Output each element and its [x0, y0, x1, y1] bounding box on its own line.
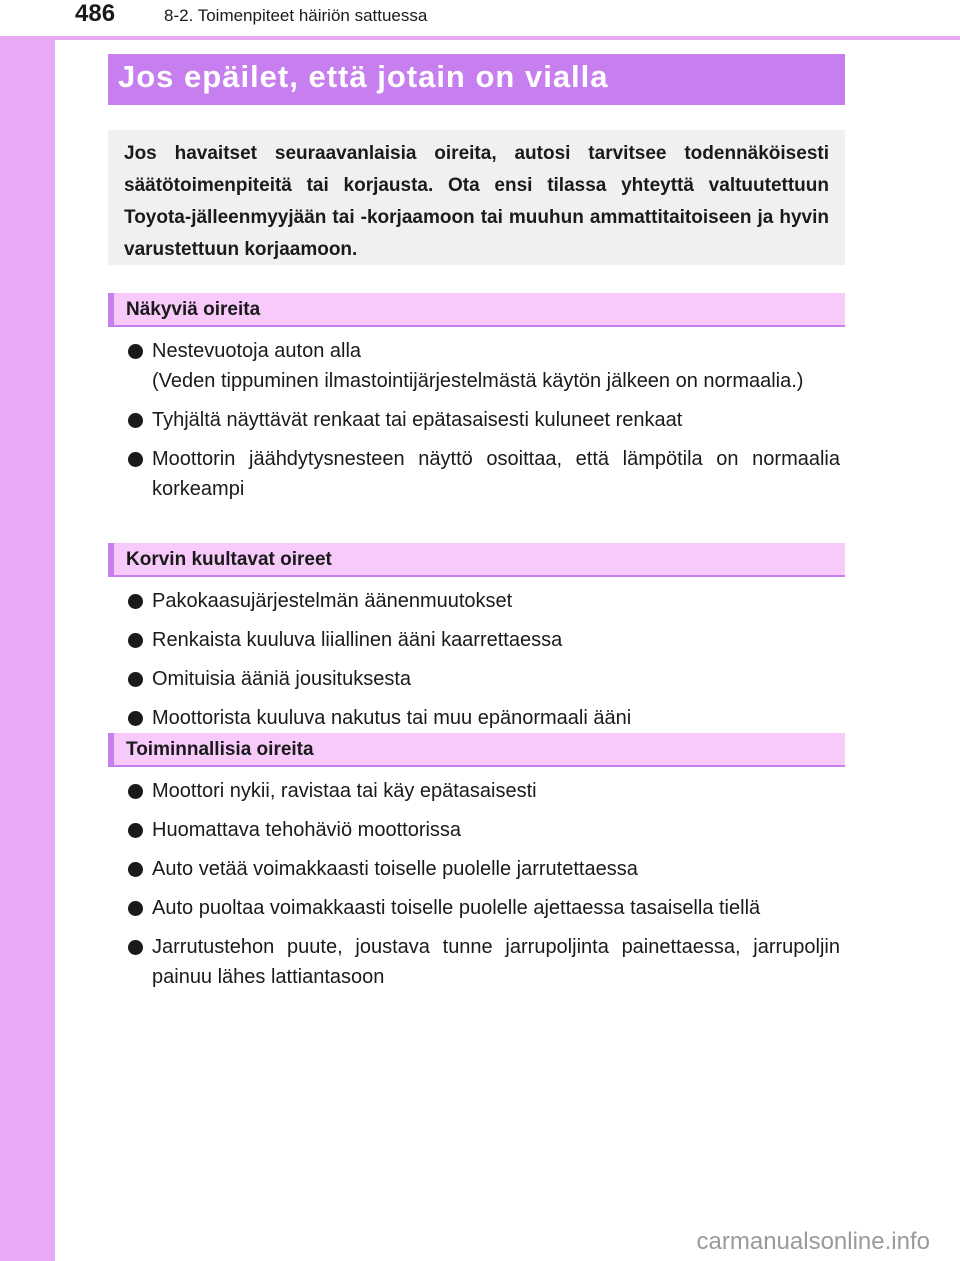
bullet-icon — [128, 452, 143, 467]
list-item — [128, 893, 840, 923]
bullet-list-visible — [128, 336, 840, 513]
bullet-list-audible — [128, 586, 840, 742]
bullet-icon — [128, 823, 143, 838]
list-item — [128, 932, 840, 992]
bullet-icon — [128, 862, 143, 877]
list-item-text: Auto vetää voimakkaasti toiselle puolelle jarrutettaessa — [152, 858, 638, 880]
running-head: 8-2. Toimenpiteet häiriön sattuessa — [164, 6, 428, 25]
list-item — [128, 625, 840, 655]
bullet-icon — [128, 594, 143, 609]
list-item-text: Jarrutustehon puute, joustava tunne jarrupoljinta painettaessa, jarrupoljin painuu lähes lattiantasoon — [152, 936, 840, 988]
bullet-icon — [128, 672, 143, 687]
bullet-icon — [128, 413, 143, 428]
header-rule — [0, 36, 960, 40]
bullet-icon — [128, 901, 143, 916]
list-item-text: Nestevuotoja auton alla — [152, 340, 362, 362]
intro-text: Jos havaitset seuraavanlaisia oireita, autosi tarvitsee todennäköisesti säätötoimenpiteitä tai korjausta. Ota ensi tilassa yhteyttä valtuutettuun Toyota-jälleenmyyjään tai -korjaamoon tai muuhun ammattitaitoiseen ja hyvin varustettuun korjaamoon. — [124, 143, 829, 260]
list-item-text: Tyhjältä näyttävät renkaat tai epätasaisesti kuluneet renkaat — [152, 409, 683, 431]
bullet-icon — [128, 633, 143, 648]
list-item-text: Pakokaasujärjestelmän äänenmuutokset — [152, 590, 513, 612]
list-item-text: Omituisia ääniä jousituksesta — [152, 668, 412, 690]
list-item-text: Renkaista kuuluva liiallinen ääni kaarrettaessa — [152, 629, 563, 651]
section-heading-bar — [108, 733, 114, 765]
list-item — [128, 776, 840, 806]
page-title: Jos epäilet, että jotain on vialla — [118, 59, 609, 94]
list-item — [128, 444, 840, 504]
bullet-icon — [128, 940, 143, 955]
section-heading-audible — [108, 543, 845, 577]
list-item-text: Huomattava tehohäviö moottorissa — [152, 819, 462, 841]
page-header — [0, 0, 960, 36]
list-item-text: Moottorin jäähdytysnesteen näyttö osoittaa, että lämpötila on normaalia korkeampi — [152, 448, 840, 500]
bullet-icon — [128, 711, 143, 726]
page-number: 486 — [75, 0, 116, 27]
page-title-banner — [108, 54, 845, 105]
list-item-text: Moottorista kuuluva nakutus tai muu epänormaali ääni — [152, 707, 632, 729]
list-item-text: Auto puoltaa voimakkaasti toiselle puolelle ajettaessa tasaisella tiellä — [152, 897, 761, 919]
watermark: carmanualsonline.info — [696, 1228, 930, 1255]
list-item — [128, 703, 840, 733]
section-heading-bar — [108, 293, 114, 325]
list-item-note: (Veden tippuminen ilmastointijärjestelmästä käytön jälkeen on normaalia.) — [152, 370, 804, 392]
intro-box — [108, 130, 845, 265]
section-heading-label: Korvin kuultavat oireet — [126, 549, 332, 570]
list-item — [128, 586, 840, 616]
section-heading-bar — [108, 543, 114, 575]
section-heading-visible — [108, 293, 845, 327]
list-item — [128, 405, 840, 435]
list-item-text: Moottori nykii, ravistaa tai käy epätasaisesti — [152, 780, 537, 802]
list-item — [128, 336, 840, 396]
section-heading-label: Toiminnallisia oireita — [126, 739, 314, 760]
section-heading-functional — [108, 733, 845, 767]
list-item — [128, 854, 840, 884]
bullet-icon — [128, 784, 143, 799]
list-item — [128, 815, 840, 845]
bullet-icon — [128, 344, 143, 359]
side-color-band — [0, 0, 55, 1261]
section-heading-label: Näkyviä oireita — [126, 299, 261, 320]
bullet-list-functional — [128, 776, 840, 1001]
list-item — [128, 664, 840, 694]
